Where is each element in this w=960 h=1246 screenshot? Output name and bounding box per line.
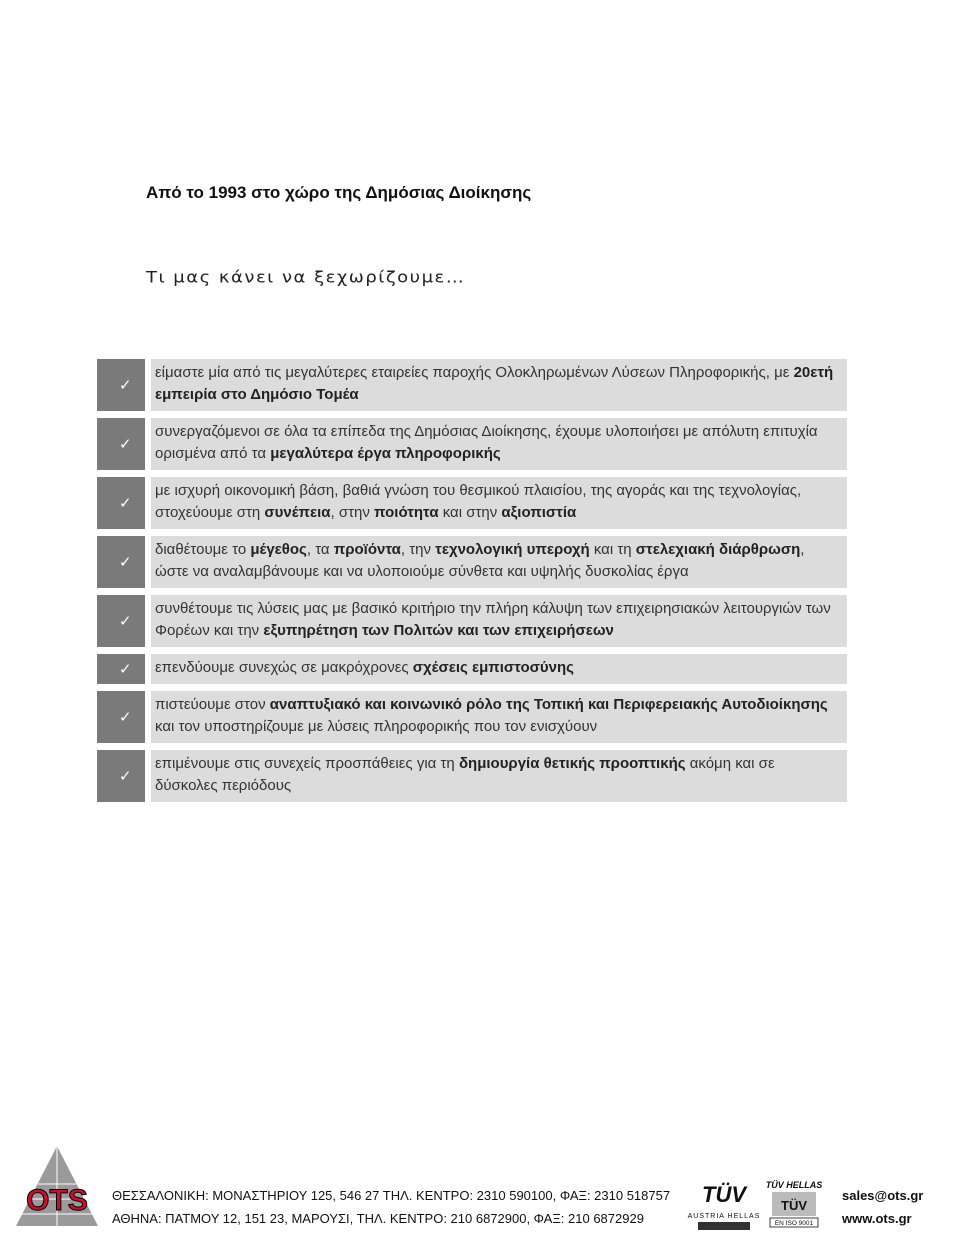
svg-text:AUSTRIA HELLAS: AUSTRIA HELLAS: [687, 1213, 761, 1220]
page-subheading: Τι μας κάνει να ξεχωρίζουμε…: [146, 268, 466, 287]
feature-text-bold: προϊόντα: [333, 541, 401, 558]
svg-text:TÜV HELLAS: TÜV HELLAS: [765, 1180, 823, 1190]
feature-text: [151, 691, 847, 743]
svg-text:EN ISO 9001: EN ISO 9001: [774, 1220, 814, 1227]
feature-text-part: ακόμη και σε δύσκολες περιόδους: [155, 755, 775, 794]
feature-text-part: και τον υποστηρίζουμε με λύσεις πληροφορικής που τον ενισχύουν: [155, 718, 598, 735]
feature-text: [151, 418, 847, 470]
feature-text-part: και τη: [589, 541, 636, 558]
feature-text: [151, 536, 847, 588]
check-box: [97, 477, 145, 529]
feature-row: [97, 595, 847, 647]
feature-row: [97, 536, 847, 588]
feature-text-bold: αναπτυξιακό και κοινωνικό ρόλο της Τοπική και Περιφερειακής Αυτοδιοίκησης: [269, 696, 828, 713]
svg-text:TÜV: TÜV: [702, 1182, 746, 1207]
feature-text: [151, 750, 847, 802]
tuv-austria-logo: [687, 1180, 761, 1240]
feature-text-bold: ποιότητα: [374, 504, 439, 521]
checkmark-icon: ✓: [119, 553, 132, 571]
checkmark-icon: ✓: [119, 435, 132, 453]
feature-text-bold: εξυπηρέτηση των Πολιτών και των επιχειρήσεων: [263, 622, 614, 639]
feature-text-bold: 20ετή εμπειρία στο Δημόσιο Τομέα: [155, 364, 834, 403]
feature-text: [151, 595, 847, 647]
feature-row: [97, 418, 847, 470]
feature-text-part: συνθέτουμε τις λύσεις μας με βασικό κριτήριο την πλήρη κάλυψη των επιχειρησιακών λειτουργιών των Φορέων και την: [155, 600, 831, 639]
ots-logo-text: OTS: [26, 1184, 88, 1217]
feature-text-part: , στην: [330, 504, 375, 521]
tuv-hellas-logo: [764, 1178, 824, 1240]
feature-text-part: , ώστε να αναλαμβάνουμε και να υλοποιούμε σύνθετα και υψηλής δυσκολίας έργα: [155, 541, 805, 580]
ots-logo: [12, 1144, 102, 1240]
svg-text:TÜV: TÜV: [781, 1198, 807, 1213]
footer-address-athens: ΑΘΗΝΑ: ΠΑΤΜΟΥ 12, 151 23, ΜΑΡΟΥΣΙ, ΤΗΛ. ΚΕΝΤΡΟ: 210 6872900, ΦΑΞ: 210 6872929: [112, 1211, 644, 1226]
footer-website-link[interactable]: www.ots.gr: [842, 1211, 912, 1226]
feature-text-part: συνεργαζόμενοι σε όλα τα επίπεδα της Δημόσιας Διοίκησης, έχουμε υλοποιήσει με απόλυτη επιτυχία ορισμένα από τα: [155, 423, 818, 462]
footer-email-link[interactable]: sales@ots.gr: [842, 1188, 924, 1203]
feature-text: [151, 359, 847, 411]
feature-row: [97, 750, 847, 802]
feature-text-part: , τα: [306, 541, 334, 558]
checkmark-icon: ✓: [119, 376, 132, 394]
check-box: [97, 595, 145, 647]
checkmark-icon: ✓: [119, 660, 132, 678]
check-box: [97, 418, 145, 470]
check-box: [97, 654, 145, 684]
feature-row: [97, 359, 847, 411]
feature-text-part: επιμένουμε στις συνεχείς προσπάθειες για τη: [155, 755, 459, 772]
feature-text-bold: σχέσεις εμπιστοσύνης: [412, 659, 574, 676]
feature-text-bold: δημιουργία θετικής προοπτικής: [458, 755, 686, 772]
feature-text-part: επενδύουμε συνεχώς σε μακρόχρονες: [155, 659, 413, 676]
check-box: [97, 536, 145, 588]
feature-text-part: , την: [400, 541, 436, 558]
feature-row: [97, 691, 847, 743]
checkmark-icon: ✓: [119, 494, 132, 512]
feature-list: [97, 359, 847, 809]
feature-text-bold: μέγεθος: [250, 541, 307, 558]
feature-text: [151, 477, 847, 529]
feature-text: [151, 654, 847, 684]
feature-text-part: πιστεύουμε στον: [155, 696, 270, 713]
feature-text-bold: μεγαλύτερα έργα πληροφορικής: [270, 445, 501, 462]
feature-text-part: είμαστε μία από τις μεγαλύτερες εταιρείες παροχής Ολοκληρωμένων Λύσεων Πληροφορικής, με: [155, 364, 794, 381]
feature-text-bold: αξιοπιστία: [501, 504, 577, 521]
checkmark-icon: ✓: [119, 767, 132, 785]
checkmark-icon: ✓: [119, 708, 132, 726]
page-heading: Από το 1993 στο χώρο της Δημόσιας Διοίκησης: [146, 183, 532, 202]
check-box: [97, 691, 145, 743]
check-box: [97, 359, 145, 411]
check-box: [97, 750, 145, 802]
feature-text-part: με ισχυρή οικονομική βάση, βαθιά γνώση του θεσμικού πλαισίου, της αγοράς και της τεχνολογίας, στοχεύουμε στη: [155, 482, 802, 521]
feature-row: [97, 654, 847, 684]
feature-row: [97, 477, 847, 529]
feature-text-bold: συνέπεια: [264, 504, 331, 521]
footer-address-thessaloniki: ΘΕΣΣΑΛΟΝΙΚΗ: ΜΟΝΑΣΤΗΡΙΟΥ 125, 546 27 ΤΗΛ. ΚΕΝΤΡΟ: 2310 590100, ΦΑΞ: 2310 518757: [112, 1188, 671, 1203]
feature-text-bold: στελεχιακή διάρθρωση: [635, 541, 801, 558]
feature-text-part: και στην: [438, 504, 502, 521]
checkmark-icon: ✓: [119, 612, 132, 630]
feature-text-bold: τεχνολογική υπεροχή: [435, 541, 590, 558]
feature-text-part: διαθέτουμε το: [155, 541, 251, 558]
